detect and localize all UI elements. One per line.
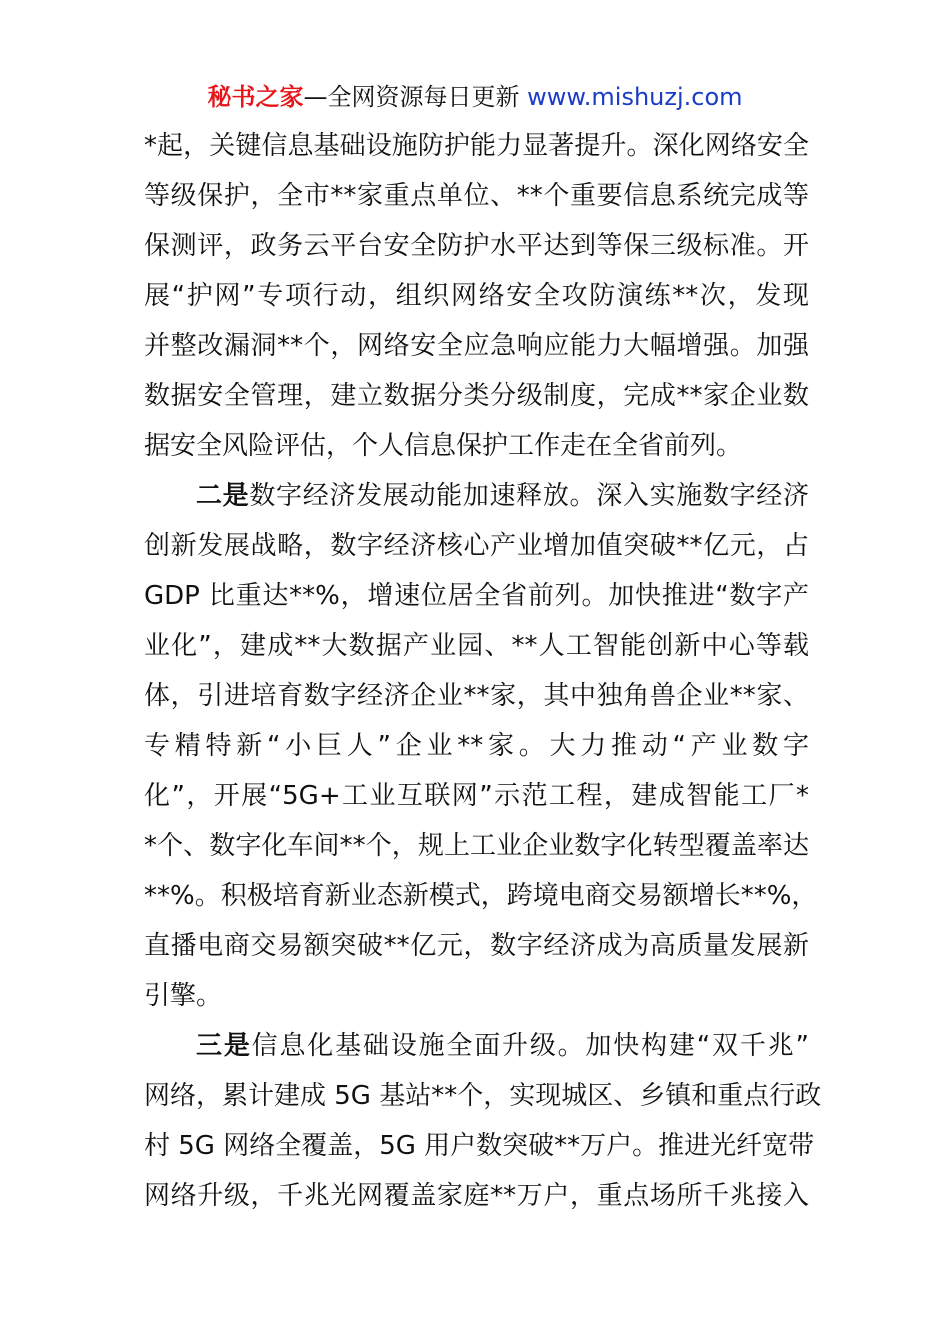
page-header: [0, 80, 950, 114]
text-line: 体，引进培育数字经济企业**家，其中独角兽企业**家、: [144, 681, 809, 711]
text-line-content: 数字经济发展动能加速释放。深入实施数字经济: [249, 481, 809, 511]
text-line: 数据安全管理，建立数据分类分级制度，完成**家企业数: [144, 381, 809, 411]
text-line: 并整改漏洞**个，网络安全应急响应能力大幅增强。加强: [144, 331, 809, 361]
text-line: 等级保护，全市**家重点单位、**个重要信息系统完成等: [144, 181, 809, 211]
paragraph-2: [144, 471, 818, 1021]
text-line: 展“护网”专项行动，组织网络安全攻防演练**次，发现: [144, 281, 809, 311]
text-line: 创新发展战略，数字经济核心产业增加值突破**亿元，占: [144, 531, 809, 561]
text-line: 网络，累计建成 5G 基站**个，实现城区、乡镇和重点行政: [144, 1081, 822, 1111]
text-line: 村 5G 网络全覆盖，5G 用户数突破**万户。推进光纤宽带: [144, 1131, 815, 1161]
text-line: [144, 471, 809, 521]
text-line: 化”，开展“5G+工业互联网”示范工程，建成智能工厂*: [144, 781, 809, 811]
header-tagline: —全网资源每日更新: [303, 83, 520, 111]
paragraph-lead: 二是: [196, 481, 250, 511]
text-line-content: 信息化基础设施全面升级。加快构建“双千兆”: [251, 1031, 809, 1061]
text-line: 直播电商交易额突破**亿元，数字经济成为高质量发展新: [144, 931, 809, 961]
paragraph-1: [144, 121, 809, 471]
text-line: **%。积极培育新业态新模式，跨境电商交易额增长**%，: [144, 881, 818, 911]
paragraph-lead: 三是: [196, 1031, 252, 1061]
text-line: 引擎。: [144, 981, 223, 1011]
header-brand: 秘书之家: [207, 83, 304, 111]
text-line: 保测评，政务云平台安全防护水平达到等保三级标准。开: [144, 231, 809, 261]
text-line: 专精特新“小巨人”企业**家。大力推动“产业数字: [144, 731, 809, 761]
paragraph-3: [144, 1021, 822, 1221]
text-line: *起，关键信息基础设施防护能力显著提升。深化网络安全: [144, 131, 809, 161]
document-body: [144, 121, 822, 1221]
text-line: [144, 1021, 809, 1071]
header-url: www.mishuzj.com: [527, 83, 743, 111]
text-line: 据安全风险评估，个人信息保护工作走在全省前列。: [144, 431, 743, 461]
text-line: *个、数字化车间**个，规上工业企业数字化转型覆盖率达: [144, 831, 809, 861]
text-line: 网络升级，千兆光网覆盖家庭**万户，重点场所千兆接入: [144, 1181, 809, 1211]
text-line: GDP 比重达**%，增速位居全省前列。加快推进“数字产: [144, 581, 809, 611]
text-line: 业化”，建成**大数据产业园、**人工智能创新中心等载: [144, 631, 809, 661]
